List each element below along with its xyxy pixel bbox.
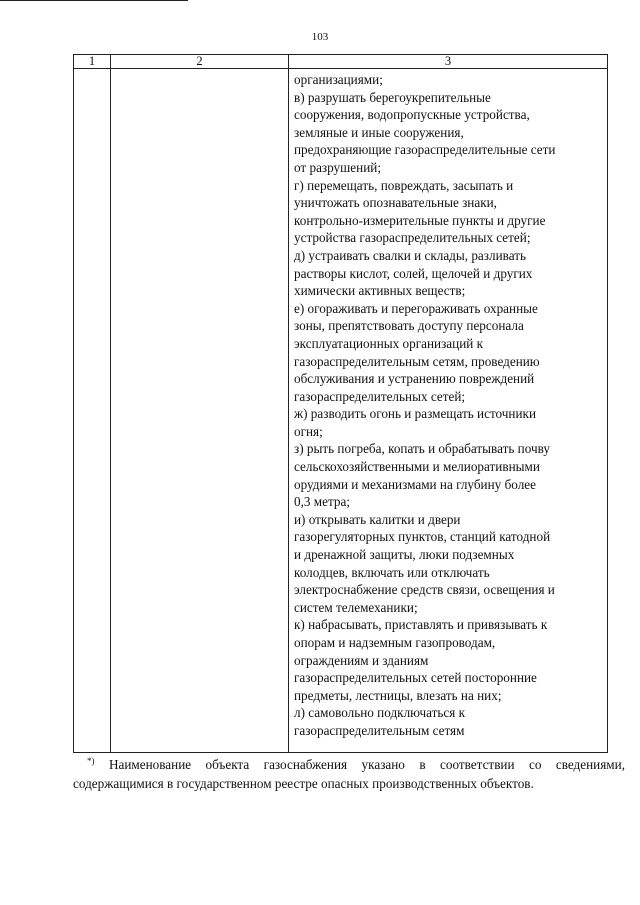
text-line: к) набрасывать, приставлять и привязывать к — [294, 617, 548, 633]
top-rule — [0, 0, 188, 1]
text-line: эксплуатационных организаций к — [294, 335, 484, 351]
text-line: и) открывать калитки и двери — [294, 511, 461, 527]
text-line: ограждениям и зданиям — [294, 652, 429, 668]
text-line: от разрушений; — [294, 159, 381, 175]
text-line: электроснабжение средств связи, освещения и — [294, 582, 555, 598]
table-cell-col3 — [289, 69, 608, 753]
prohibitions-text — [289, 69, 607, 740]
text-line: газорегуляторных пунктов, станций катодной — [294, 529, 551, 545]
text-line: газораспределительным сетям, проведению — [294, 353, 540, 369]
table-cell-col2 — [111, 69, 289, 753]
text-line: сельскохозяйственными и мелиоративными — [294, 459, 540, 475]
text-line: зоны, препятствовать доступу персонала — [294, 318, 524, 334]
column-header-3: 3 — [289, 55, 608, 69]
text-line: орудиями и механизмами на глубину более — [294, 476, 536, 492]
text-line: газораспределительным сетям — [294, 722, 465, 738]
text-line: газораспределительных сетей; — [294, 388, 466, 404]
text-line: земляные и иные сооружения, — [294, 124, 464, 140]
footnote-marker: *) — [87, 756, 95, 766]
text-line: обслуживания и устранению повреждений — [294, 371, 535, 387]
text-line: контрольно-измерительные пункты и другие — [294, 212, 546, 228]
page-number: 103 — [311, 31, 329, 43]
text-line: огня; — [294, 423, 323, 439]
column-header-2: 2 — [111, 55, 289, 69]
footnote-line-1 — [73, 756, 625, 775]
text-line: л) самовольно подключаться к — [294, 705, 466, 721]
text-line: организациями; — [294, 72, 383, 87]
text-line: з) рыть погреба, копать и обрабатывать почву — [294, 441, 550, 457]
footnote — [73, 756, 625, 793]
text-line: ж) разводить огонь и размещать источники — [294, 406, 537, 422]
table-cell-col1 — [74, 69, 111, 753]
text-line: растворы кислот, солей, щелочей и других — [294, 265, 533, 281]
table-header-row — [74, 55, 608, 69]
footnote-line-2: содержащимися в государственном реестре опасных производственных объектов. — [73, 775, 534, 791]
content-table — [73, 54, 608, 753]
text-line: г) перемещать, повреждать, засыпать и — [294, 177, 514, 193]
text-line: уничтожать опознавательные знаки, — [294, 195, 497, 211]
text-line: опорам и надземным газопроводам, — [294, 635, 496, 650]
text-line: предохраняющие газораспределительные сети — [294, 142, 556, 158]
footnote-text-1: Наименование объекта газоснабжения указано в соответствии со сведениями, — [108, 757, 625, 772]
text-line: 0,3 метра; — [294, 494, 351, 510]
text-line: сооружения, водопропускные устройства, — [294, 107, 530, 123]
text-line: устройства газораспределительных сетей; — [294, 230, 531, 246]
table-row — [74, 69, 608, 753]
text-line: колодцев, включать или отключать — [294, 564, 490, 580]
text-line: химически активных веществ; — [294, 283, 466, 299]
text-line: д) устраивать свалки и склады, разливать — [294, 247, 526, 263]
column-header-1: 1 — [74, 55, 111, 69]
text-line: предметы, лестницы, влезать на них; — [294, 687, 502, 703]
text-line: и дренажной защиты, люки подземных — [294, 547, 515, 563]
text-line: е) огораживать и перегораживать охранные — [294, 300, 538, 316]
text-line: в) разрушать берегоукрепительные — [294, 89, 491, 105]
text-line: газораспределительных сетей посторонние — [294, 670, 537, 686]
text-line: систем телемеханики; — [294, 599, 418, 615]
